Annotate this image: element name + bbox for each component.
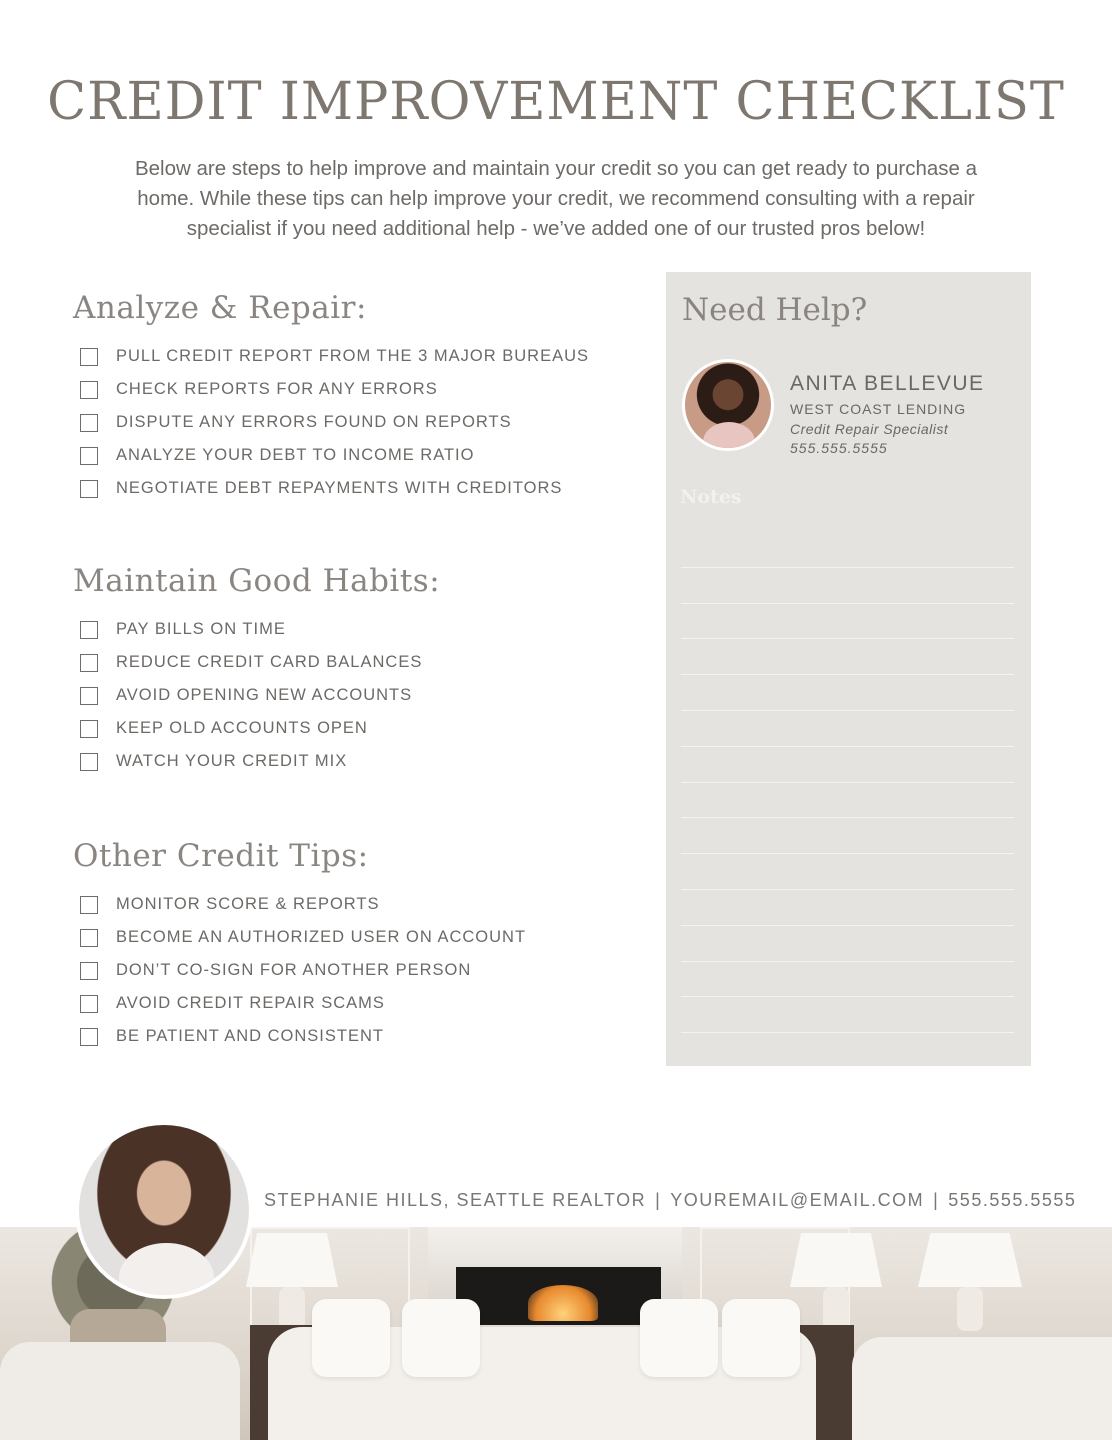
checklist-item[interactable] <box>73 613 633 646</box>
checkbox[interactable] <box>80 621 98 639</box>
help-panel <box>666 272 1031 1066</box>
realtor-email[interactable]: YOUREMAIL@EMAIL.COM <box>670 1190 925 1210</box>
checklist-item-label: BE PATIENT AND CONSISTENT <box>116 1027 384 1045</box>
separator: | <box>655 1190 662 1210</box>
notes-line <box>681 639 1014 675</box>
checkbox[interactable] <box>80 896 98 914</box>
checklist-item[interactable] <box>73 439 633 472</box>
notes-line <box>681 747 1014 783</box>
checkbox[interactable] <box>80 720 98 738</box>
help-title: Need Help? <box>682 292 868 328</box>
notes-line <box>681 604 1014 640</box>
checklist-item-label: DON’T CO-SIGN FOR ANOTHER PERSON <box>116 961 472 979</box>
checklist-item-label: AVOID CREDIT REPAIR SCAMS <box>116 994 385 1012</box>
checklist-item[interactable] <box>73 1020 633 1053</box>
checkbox[interactable] <box>80 995 98 1013</box>
checklist-item-label: REDUCE CREDIT CARD BALANCES <box>116 653 423 671</box>
realtor-name: STEPHANIE HILLS, SEATTLE REALTOR <box>264 1190 647 1210</box>
checkbox[interactable] <box>80 1028 98 1046</box>
checklist-item-label: AVOID OPENING NEW ACCOUNTS <box>116 686 413 704</box>
section-analyze-repair <box>73 290 633 505</box>
footer-contact <box>264 1190 1076 1211</box>
checklist-item-label: NEGOTIATE DEBT REPAYMENTS WITH CREDITORS <box>116 479 563 497</box>
notes-line <box>681 890 1014 926</box>
section-heading: Other Credit Tips: <box>73 838 369 874</box>
checklist-item[interactable] <box>73 954 633 987</box>
section-heading: Maintain Good Habits: <box>73 563 441 599</box>
checkbox[interactable] <box>80 414 98 432</box>
notes-line <box>681 711 1014 747</box>
checkbox[interactable] <box>80 348 98 366</box>
checklist-item[interactable] <box>73 888 633 921</box>
checkbox[interactable] <box>80 687 98 705</box>
checkbox[interactable] <box>80 929 98 947</box>
notes-line <box>681 568 1014 604</box>
checkbox[interactable] <box>80 381 98 399</box>
notes-line <box>681 997 1014 1033</box>
specialist-name: ANITA BELLEVUE <box>790 372 985 395</box>
checklist-item-label: PAY BILLS ON TIME <box>116 620 286 638</box>
realtor-phone[interactable]: 555.555.5555 <box>948 1190 1077 1210</box>
checkbox[interactable] <box>80 962 98 980</box>
checklist-item[interactable] <box>73 340 633 373</box>
checklist-item-label: CHECK REPORTS FOR ANY ERRORS <box>116 380 438 398</box>
checklist-item-label: BECOME AN AUTHORIZED USER ON ACCOUNT <box>116 928 527 946</box>
separator: | <box>933 1190 940 1210</box>
checkbox[interactable] <box>80 447 98 465</box>
checklist-item-label: PULL CREDIT REPORT FROM THE 3 MAJOR BUREAUS <box>116 347 589 365</box>
intro-text: Below are steps to help improve and maintain your credit so you can get ready to purchase a home. While these tips can help improve your credit, we recommend consulting with a repair specialist if you need additional help - we’ve added one of our trusted pros below! <box>134 157 978 240</box>
checklist-item-label: MONITOR SCORE & REPORTS <box>116 895 380 913</box>
checklist-item-label: ANALYZE YOUR DEBT TO INCOME RATIO <box>116 446 475 464</box>
notes-area[interactable] <box>681 532 1014 1033</box>
specialist-avatar <box>682 359 774 451</box>
checklist-item[interactable] <box>73 472 633 505</box>
notes-line <box>681 962 1014 998</box>
checklist-item[interactable] <box>73 406 633 439</box>
section-other-tips <box>73 838 633 1053</box>
specialist-phone[interactable]: 555.555.5555 <box>790 440 888 456</box>
checklist-item[interactable] <box>73 373 633 406</box>
page-title: CREDIT IMPROVEMENT CHECKLIST <box>47 72 1065 132</box>
checklist-item-label: KEEP OLD ACCOUNTS OPEN <box>116 719 368 737</box>
notes-line <box>681 854 1014 890</box>
checkbox[interactable] <box>80 480 98 498</box>
checklist-item-label: DISPUTE ANY ERRORS FOUND ON REPORTS <box>116 413 512 431</box>
notes-line <box>681 818 1014 854</box>
checkbox[interactable] <box>80 753 98 771</box>
notes-line <box>681 926 1014 962</box>
specialist-company: WEST COAST LENDING <box>790 401 967 417</box>
checklist-item-label: WATCH YOUR CREDIT MIX <box>116 752 348 770</box>
checklist-item[interactable] <box>73 679 633 712</box>
notes-line <box>681 675 1014 711</box>
section-heading: Analyze & Repair: <box>73 290 367 326</box>
notes-line <box>681 783 1014 819</box>
section-maintain-habits <box>73 563 633 778</box>
checklist-item[interactable] <box>73 921 633 954</box>
notes-line <box>681 532 1014 568</box>
checklist-item[interactable] <box>73 712 633 745</box>
realtor-avatar <box>75 1121 253 1299</box>
checklist-item[interactable] <box>73 987 633 1020</box>
notes-label: Notes <box>680 486 742 508</box>
specialist-role: Credit Repair Specialist <box>790 421 949 437</box>
checklist-item[interactable] <box>73 646 633 679</box>
checklist-item[interactable] <box>73 745 633 778</box>
checkbox[interactable] <box>80 654 98 672</box>
